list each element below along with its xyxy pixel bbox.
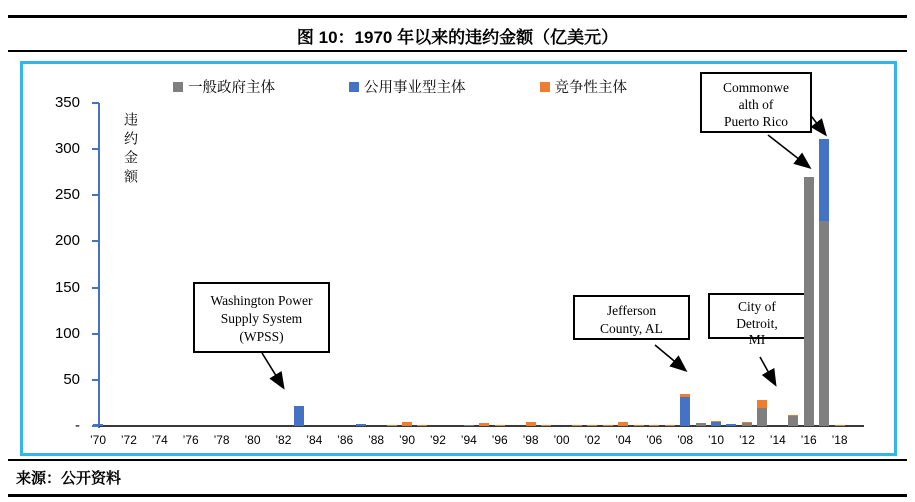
- y-axis-tick: [92, 102, 99, 104]
- legend-swatch-blue: [349, 82, 359, 92]
- bar-segment: [356, 424, 366, 426]
- bar-segment: [835, 425, 845, 426]
- annotation-text: (WPSS): [239, 329, 284, 344]
- bottom-divider: [8, 494, 907, 497]
- y-tick-label: -: [75, 417, 80, 434]
- bar-segment: [479, 423, 489, 426]
- x-tick-label: ’88: [368, 433, 385, 447]
- annotation-text: Detroit,: [736, 315, 778, 331]
- bar-segment: [742, 423, 752, 426]
- arrow-wpss: [262, 353, 283, 387]
- y-tick-label: 50: [63, 370, 80, 388]
- legend-swatch-orange: [540, 82, 550, 92]
- bar-segment: [603, 425, 613, 426]
- bar-segment: [819, 221, 829, 426]
- annotation-text: Supply System: [220, 311, 303, 326]
- annotation-text: alth of: [738, 97, 774, 112]
- x-tick-label: ’06: [646, 433, 663, 447]
- source-divider: [8, 459, 907, 461]
- bar-segment: [680, 394, 690, 398]
- y-tick-label: 200: [54, 232, 80, 250]
- annotation-jefferson-county: [573, 295, 690, 340]
- x-tick-label: ’78: [213, 433, 230, 447]
- x-tick-label: ’82: [275, 433, 292, 447]
- x-tick-label: ’92: [429, 433, 446, 447]
- arrow-jefferson: [655, 345, 685, 370]
- bar-segment: [541, 425, 551, 426]
- annotation-puerto-rico: [700, 72, 812, 133]
- x-tick-label: ’04: [615, 433, 632, 447]
- figure-title: 图 10：1970 年以来的违约金额（亿美元）: [296, 28, 619, 47]
- bar-segment: [417, 425, 427, 426]
- annotation-text: Jefferson: [606, 303, 657, 318]
- x-tick-label: ’72: [120, 433, 137, 447]
- x-tick-label: ’00: [553, 433, 570, 447]
- bar-segment: [387, 425, 397, 426]
- y-axis-tick: [92, 240, 99, 242]
- annotation-wpss: [193, 282, 330, 353]
- x-tick-label: ’08: [677, 433, 694, 447]
- title-divider: [8, 50, 907, 52]
- x-tick-label: ’02: [584, 433, 601, 447]
- y-axis-tick: [92, 379, 99, 381]
- bar-segment: [757, 408, 767, 426]
- bar-segment: [757, 400, 767, 407]
- bar-segment: [587, 425, 597, 426]
- bar-segment: [711, 422, 721, 426]
- top-divider: [8, 15, 907, 18]
- source-note: 来源：公开资料: [16, 470, 122, 487]
- x-tick-label: ’76: [182, 433, 199, 447]
- legend-swatch-gray: [173, 82, 183, 92]
- annotation-text: Puerto Rico: [723, 114, 789, 129]
- bar-segment: [788, 415, 798, 416]
- y-tick-label: 300: [54, 140, 80, 158]
- y-axis-tick: [92, 194, 99, 196]
- legend-label: 公用事业型主体: [364, 80, 466, 96]
- x-tick-label: ’74: [151, 433, 168, 447]
- x-tick-label: ’96: [491, 433, 508, 447]
- bar-segment: [680, 397, 690, 426]
- bar-segment: [634, 425, 644, 426]
- bar-segment: [726, 424, 736, 426]
- x-tick-label: ’14: [769, 433, 786, 447]
- x-tick-label: ’86: [337, 433, 354, 447]
- x-tick-label: ’10: [707, 433, 724, 447]
- bar-segment: [788, 416, 798, 426]
- bar-segment: [93, 424, 103, 426]
- bar-segment: [572, 425, 582, 426]
- x-tick-label: ’12: [738, 433, 755, 447]
- x-tick-label: ’18: [831, 433, 848, 447]
- bar-segment: [711, 421, 721, 422]
- y-tick-label: 350: [54, 94, 80, 111]
- x-tick-label: ’94: [460, 433, 477, 447]
- x-tick-label: ’98: [522, 433, 539, 447]
- bar-segment: [618, 422, 628, 426]
- y-tick-label: 250: [54, 186, 80, 204]
- annotation-text: County, AL: [600, 321, 663, 336]
- bar-segment: [696, 423, 706, 426]
- y-axis-tick: [92, 333, 99, 335]
- y-tick-label: 100: [54, 324, 80, 342]
- bar-segment: [495, 425, 505, 426]
- legend-label: 竞争性主体: [554, 80, 627, 96]
- x-tick-label: ’70: [89, 433, 106, 447]
- bar-segment: [665, 425, 675, 426]
- legend-item-general-government: [173, 76, 275, 97]
- chart-frame: [20, 61, 897, 456]
- legend-item-competitive: [540, 76, 628, 97]
- y-axis-tick: [92, 287, 99, 289]
- bar-segment: [464, 425, 474, 426]
- bar-segment: [804, 177, 814, 426]
- annotation-text: City of: [738, 299, 776, 314]
- legend-label: 一般政府主体: [188, 80, 275, 96]
- y-axis-tick: [92, 148, 99, 150]
- x-tick-label: ’84: [306, 433, 323, 447]
- legend-item-public-utility: [349, 76, 466, 97]
- y-tick-label: 150: [54, 278, 80, 296]
- arrow-puerto-rico-2016: [768, 135, 809, 167]
- x-tick-label: ’80: [244, 433, 261, 447]
- bar-segment: [819, 139, 829, 221]
- bar-segment: [742, 422, 752, 423]
- chart-legend: [173, 76, 627, 97]
- bar-segment: [294, 406, 304, 426]
- annotation-text: Commonwe: [723, 80, 789, 95]
- annotation-text: Washington Power: [210, 293, 313, 308]
- annotation-city-of-detroit: [708, 293, 806, 347]
- bar-segment: [526, 422, 536, 426]
- bar-segment: [649, 425, 659, 426]
- x-tick-label: ’16: [800, 433, 817, 447]
- annotation-text: MI: [748, 332, 766, 347]
- x-tick-label: ’90: [398, 433, 415, 447]
- y-axis-title: 违约金额: [122, 112, 137, 188]
- arrow-detroit: [760, 357, 775, 384]
- plot-area: [23, 64, 894, 453]
- bar-segment: [402, 422, 412, 426]
